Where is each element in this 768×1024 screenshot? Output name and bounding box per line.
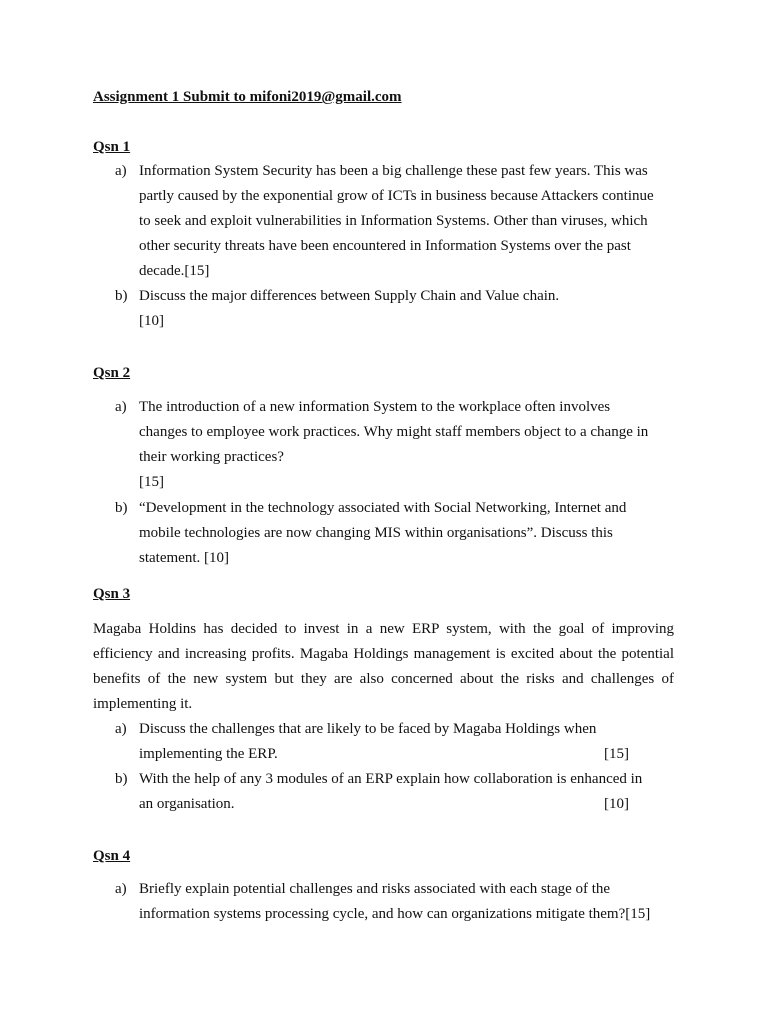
text-line: With the help of any 3 modules of an ERP explain how collaboration is enhanced in bbox=[139, 771, 643, 787]
text-line: Information System Security has been a big challenge these past few years. This was bbox=[139, 163, 648, 179]
question-4-heading: Qsn 4 bbox=[93, 848, 131, 864]
question-2a-text bbox=[139, 395, 675, 495]
question-1a-text bbox=[139, 159, 675, 284]
question-1b bbox=[115, 284, 675, 334]
text-line: decade.[15] bbox=[139, 263, 210, 279]
question-3b-text bbox=[139, 767, 675, 817]
item-letter: b) bbox=[115, 500, 128, 516]
text-line: to seek and exploit vulnerabilities in Information Systems. Other than viruses, which bbox=[139, 213, 648, 229]
question-1-heading: Qsn 1 bbox=[93, 139, 131, 155]
text-line: changes to employee work practices. Why might staff members object to a change in bbox=[139, 424, 649, 440]
question-3b-mark: [10] bbox=[604, 796, 629, 812]
assignment-title: Assignment 1 Submit to mifoni2019@gmail.com bbox=[93, 89, 402, 105]
text-line: benefits of the new system but they are also concerned about the risks and challenges of bbox=[93, 671, 674, 687]
item-letter: b) bbox=[115, 288, 128, 304]
item-letter: a) bbox=[115, 881, 127, 897]
question-2b-text bbox=[139, 496, 675, 571]
text-line: statement. [10] bbox=[139, 550, 229, 566]
text-line: Magaba Holdins has decided to invest in a new ERP system, with the goal of improving bbox=[93, 621, 674, 637]
question-2a bbox=[115, 395, 675, 495]
text-line: information systems processing cycle, and how can organizations mitigate them?[15] bbox=[139, 906, 651, 922]
text-line: other security threats have been encountered in Information Systems over the past bbox=[139, 238, 631, 254]
question-3a-text bbox=[139, 717, 675, 767]
text-line: [10] bbox=[139, 313, 164, 329]
item-letter: b) bbox=[115, 771, 128, 787]
text-line: mobile technologies are now changing MIS within organisations”. Discuss this bbox=[139, 525, 613, 541]
text-line: Discuss the major differences between Supply Chain and Value chain. bbox=[139, 288, 560, 304]
text-line: Briefly explain potential challenges and risks associated with each stage of the bbox=[139, 881, 611, 897]
question-3a bbox=[115, 717, 675, 767]
item-letter: a) bbox=[115, 163, 127, 179]
text-line: an organisation. bbox=[139, 796, 235, 812]
question-3-paragraph bbox=[93, 617, 674, 717]
question-2-heading: Qsn 2 bbox=[93, 365, 131, 381]
question-3b bbox=[115, 767, 675, 817]
text-line: The introduction of a new information System to the workplace often involves bbox=[139, 399, 611, 415]
text-line: partly caused by the exponential grow of ICTs in business because Attackers continue bbox=[139, 188, 654, 204]
question-2b bbox=[115, 496, 675, 571]
text-line: implementing it. bbox=[93, 696, 193, 712]
text-line: efficiency and increasing profits. Magaba Holdings management is excited about the potential bbox=[93, 646, 674, 662]
item-letter: a) bbox=[115, 721, 127, 737]
question-1b-text bbox=[139, 284, 675, 334]
question-4a-text bbox=[139, 877, 675, 927]
text-line: their working practices? bbox=[139, 449, 284, 465]
text-line: Discuss the challenges that are likely to be faced by Magaba Holdings when bbox=[139, 721, 597, 737]
text-line: [15] bbox=[139, 474, 164, 490]
question-3a-mark: [15] bbox=[604, 746, 629, 762]
text-line: “Development in the technology associated with Social Networking, Internet and bbox=[139, 500, 627, 516]
text-line: implementing the ERP. bbox=[139, 746, 278, 762]
question-3-heading: Qsn 3 bbox=[93, 586, 131, 602]
question-1a bbox=[115, 159, 675, 284]
item-letter: a) bbox=[115, 399, 127, 415]
question-4a bbox=[115, 877, 675, 927]
